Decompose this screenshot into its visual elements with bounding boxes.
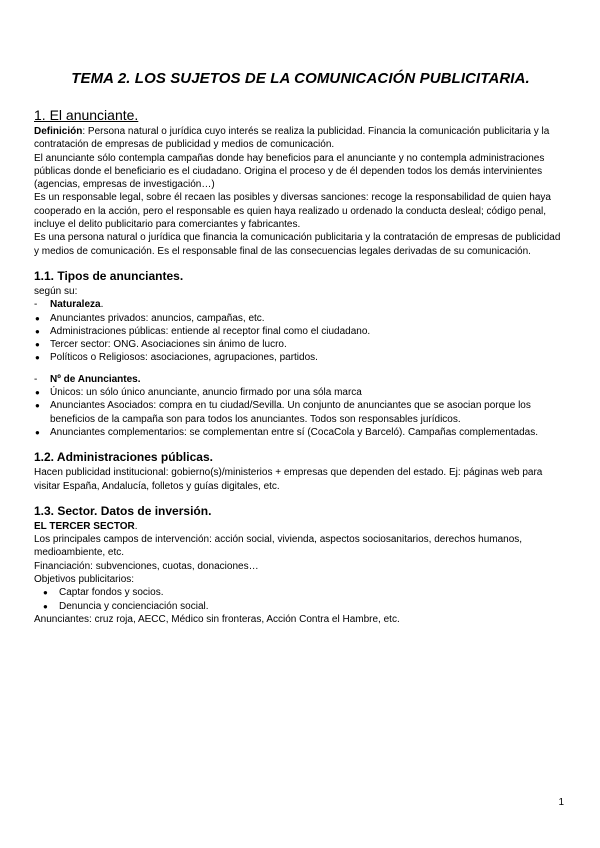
section-heading-administraciones: 1.2. Administraciones públicas.: [34, 450, 213, 465]
subheading-tercer-sector: EL TERCER SECTOR.: [34, 520, 138, 532]
paragraph: Es una persona natural o jurídica que financia la comunicación publicitaria y la contratación de empresas de publicidad y medios de comunicación. Es el responsable final de las consecuencias legales derivadas de su comunicación.: [34, 232, 561, 257]
paragraph: Los principales campos de intervención: acción social, vivienda, aspectos sociosanitarios, derechos humanos, medioambiente, etc.: [34, 534, 523, 559]
page-content: [34, 70, 567, 626]
naturaleza-list: [34, 312, 567, 365]
definition-paragraph: [34, 125, 567, 152]
intro-text: según su:: [34, 285, 78, 297]
numero-anunciantes-list: [34, 386, 567, 439]
paragraph: Financiación: subvenciones, cuotas, donaciones…: [34, 560, 259, 572]
definition-text: : Persona natural o jurídica cuyo interés se realiza la publicidad. Financia la comunicación publicitaria y la contratación de empresas de publicidad y medios de comunicación.: [34, 126, 550, 151]
paragraph: El anunciante sólo contempla campañas donde hay beneficios para el anunciante y no contempla administraciones públicas donde el beneficiario es el ciudadano. Origina el proceso y de él dependen todos los demás intervinientes (agencias, empresas de investigación…): [34, 152, 545, 191]
group-label-naturaleza: - Naturaleza.: [34, 298, 567, 311]
list-item: ● Únicos: un sólo único anunciante, anuncio firmado por una sóla marca: [34, 386, 567, 399]
list-item: ● Tercer sector: ONG. Asociaciones sin ánimo de lucro.: [34, 338, 567, 351]
paragraph: Anunciantes: cruz roja, AECC, Médico sin fronteras, Acción Contra el Hambre, etc.: [34, 613, 400, 625]
objetivos-list: [34, 586, 567, 613]
definition-label: Definición: [34, 126, 83, 137]
section-heading-anunciante: 1. El anunciante.: [34, 107, 139, 123]
section-heading-tipos: 1.1. Tipos de anunciantes.: [34, 268, 184, 283]
paragraph: Hacen publicidad institucional: gobierno(s)/ministerios + empresas que dependen del estado. Ej: páginas web para visitar España, Andalucía, folletos y guías digitales, etc.: [34, 467, 543, 492]
section-heading-sector: 1.3. Sector. Datos de inversión.: [34, 503, 212, 518]
list-item: ● Anunciantes privados: anuncios, campañas, etc.: [34, 312, 567, 325]
list-item: ● Administraciones públicas: entiende al receptor final como el ciudadano.: [34, 325, 567, 338]
group-label-numero: - Nº de Anunciantes.: [34, 373, 567, 386]
paragraph: Objetivos publicitarios:: [34, 574, 135, 586]
list-item: ● Denuncia y concienciación social.: [34, 600, 567, 613]
paragraph: Es un responsable legal, sobre él recaen las posibles y diversas sanciones: recoge la responsabilidad de quien haya cooperado en la acción, pero el responsable es quien haya realizado u ordenado la conducta desleal; código penal, incluye el delito publicitario para comerciantes y fabricantes.: [34, 192, 551, 231]
list-item: ● Anunciantes Asociados: compra en tu ciudad/Sevilla. Un conjunto de anunciantes que se asocian porque los beneficios de la campaña son para todos los anunciantes. Todos son responsables jurídicos.: [34, 399, 567, 426]
list-item: ● Captar fondos y socios.: [34, 586, 567, 599]
list-item: ● Políticos o Religiosos: asociaciones, agrupaciones, partidos.: [34, 351, 567, 364]
page-number: 1: [558, 797, 564, 808]
list-item: ● Anunciantes complementarios: se complementan entre sí (CocaCola y Barceló). Campañas complementadas.: [34, 426, 567, 439]
page-title: TEMA 2. LOS SUJETOS DE LA COMUNICACIÓN PUBLICITARIA.: [71, 70, 530, 87]
